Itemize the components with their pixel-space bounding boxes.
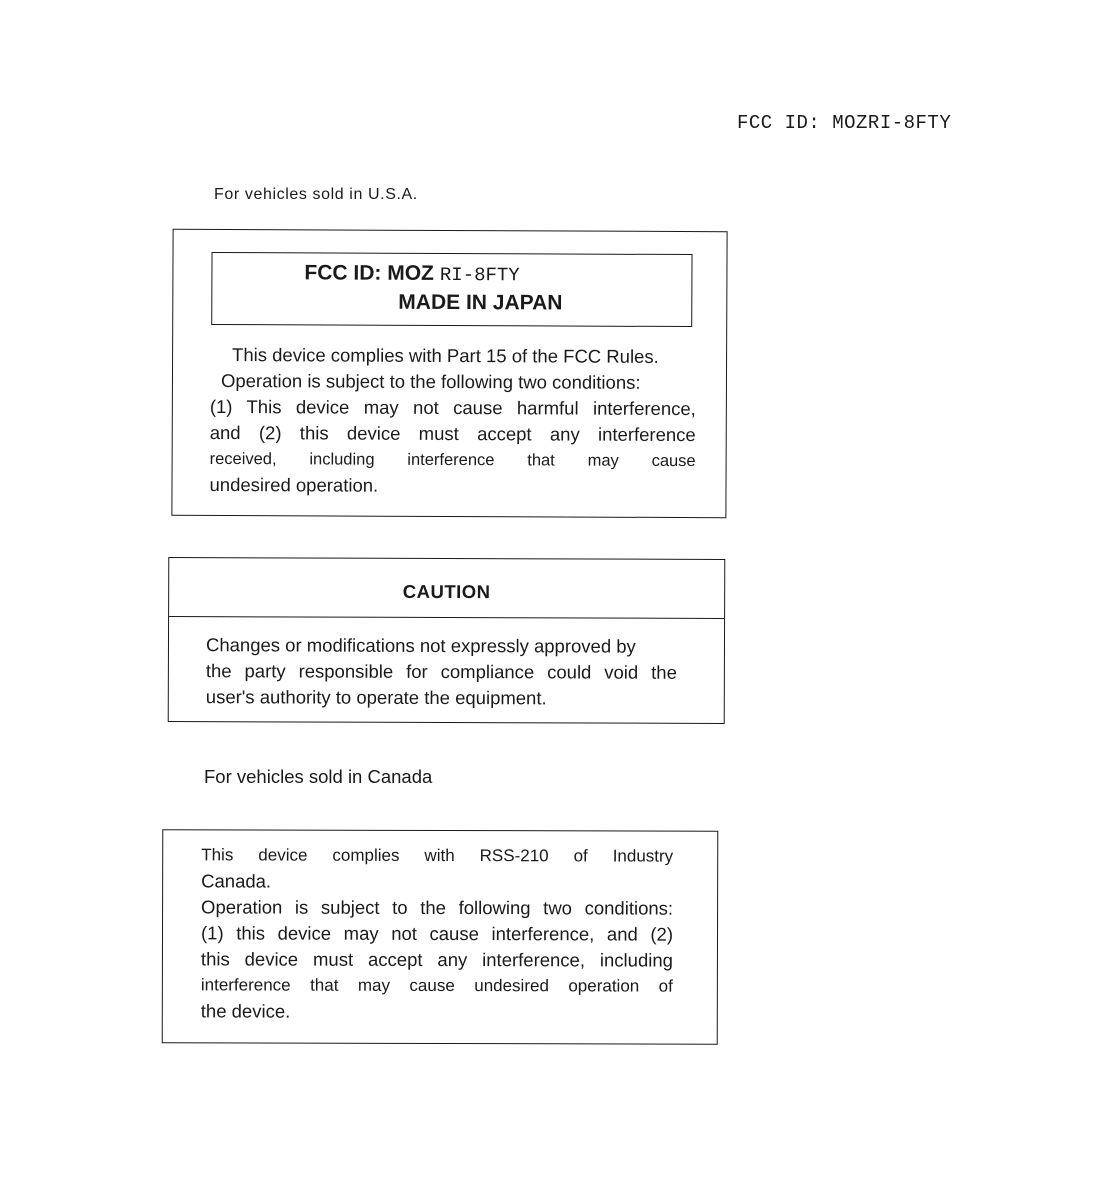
caution-body-line: Changes or modifications not expressly approved by bbox=[205, 634, 636, 657]
usa-caption: For vehicles sold in U.S.A. bbox=[214, 186, 418, 203]
fcc-id-label-box bbox=[211, 252, 692, 327]
caution-divider bbox=[169, 616, 724, 619]
label-fcc-id bbox=[304, 261, 519, 286]
usa-statement bbox=[209, 342, 696, 500]
usa-statement-line: received, including interference that may cause bbox=[209, 449, 696, 471]
usa-statement-line: and (2) this device must accept any interference bbox=[209, 421, 696, 446]
usa-label-box bbox=[171, 229, 727, 518]
canada-caption: For vehicles sold in Canada bbox=[204, 766, 433, 787]
canada-statement-line: Canada. bbox=[201, 870, 272, 892]
canada-statement-box bbox=[162, 829, 719, 1044]
caution-body-line: user's authority to operate the equipment. bbox=[205, 686, 547, 709]
canada-statement-line: interference that may cause undesired operation of bbox=[200, 975, 673, 996]
usa-statement-line: undesired operation. bbox=[209, 473, 379, 496]
canada-statement-line: (1) this device may not cause interference, and (2) bbox=[200, 922, 674, 945]
usa-statement-line: Operation is subject to the following two conditions: bbox=[220, 370, 641, 393]
canada-statement-line: the device. bbox=[200, 1000, 291, 1022]
label-made-in: MADE IN JAPAN bbox=[398, 290, 563, 315]
usa-statement-line: (1) This device may not cause harmful interference, bbox=[209, 395, 696, 420]
caution-body-line: the party responsible for compliance could void the bbox=[205, 660, 677, 683]
canada-statement-line: Operation is subject to the following two conditions: bbox=[201, 896, 674, 919]
label-fcc-suffix: RI-8FTY bbox=[439, 263, 520, 287]
fcc-id-header: FCC ID: MOZRI-8FTY bbox=[737, 112, 952, 134]
caution-box bbox=[168, 557, 726, 724]
caution-body bbox=[206, 632, 677, 712]
label-fcc-prefix: FCC ID: MOZ bbox=[304, 261, 434, 285]
usa-statement-line: This device complies with Part 15 of the FCC Rules. bbox=[232, 344, 659, 367]
canada-statement bbox=[201, 842, 673, 1025]
canada-statement-line: this device must accept any interference, including bbox=[200, 948, 673, 971]
caution-title: CAUTION bbox=[402, 580, 491, 603]
canada-statement-line: This device complies with RSS-210 of Industry bbox=[201, 845, 674, 866]
